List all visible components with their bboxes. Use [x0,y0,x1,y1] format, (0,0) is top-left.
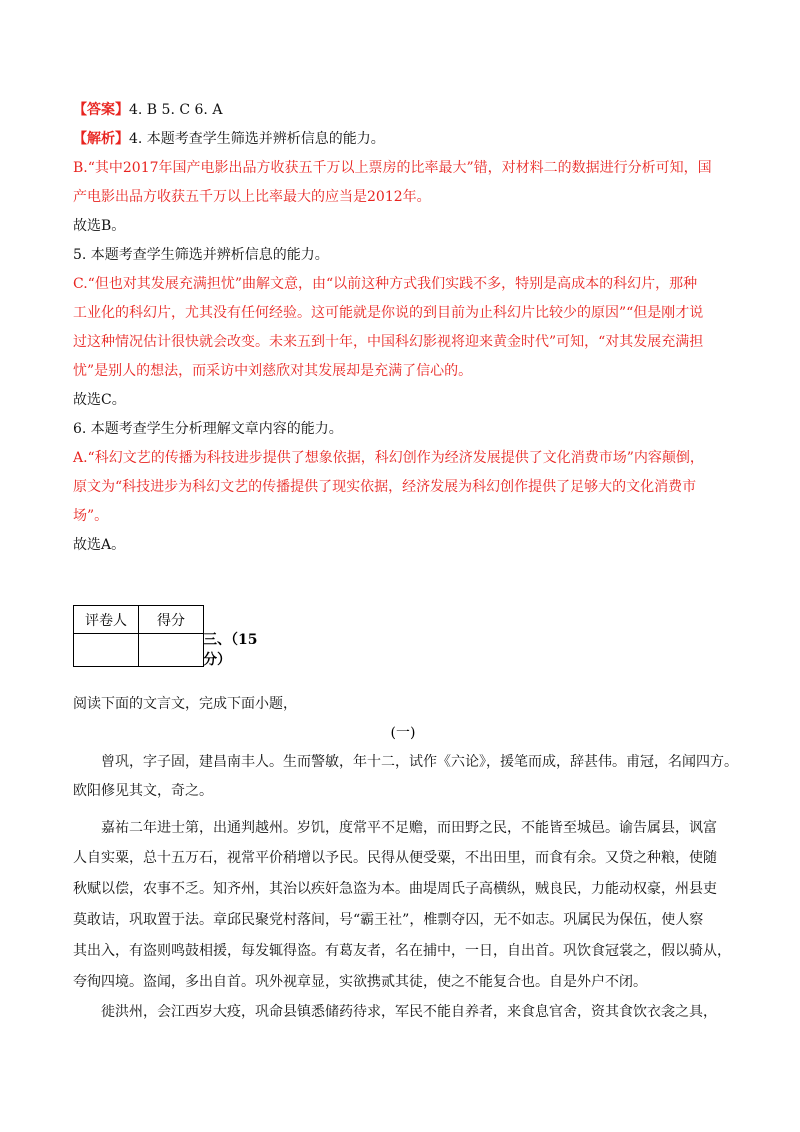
passage-line-4: 秋赋以偿，农事不乏。知齐州，其治以疾奸急盗为本。曲堤周氏子高横纵，贼良民，力能动权豪，州县吏 [73,881,717,897]
analysis-label: 【解析】 [73,131,129,147]
passage-line-5: 莫敢诘，巩取置于法。章邱民聚党村落间，号“霸王社”，椎剽夺囚，无不如志。巩属民为保伍，使人察 [73,912,704,928]
analysis-line-10: 6. 本题考查学生分析理解文章内容的能力。 [73,421,343,437]
passage-line-6: 其出入，有盗则鸣鼓相援，每发辄得盗。有葛友者，名在捕中，一日，自出首。巩饮食冠裳之，假以骑从， [73,943,731,959]
score-table-cell-grader [74,634,139,667]
answer-text: 4. B 5. C 6. A [129,102,223,118]
analysis-line-2: 产电影出品方收获五千万以上比率最大的应当是2012年。 [73,189,431,205]
analysis-line-7: 过这种情况估计很快就会改变。未来五到十年，中国科幻影视将迎来黄金时代”可知，“对其发展充满担 [73,334,704,350]
analysis-line-3: 故选B。 [73,218,126,234]
passage-line-0: 曾巩，字子固，建昌南丰人。生而警敏，年十二，试作《六论》，援笔而成，辞甚伟。甫冠，名闻四方。 [101,754,738,770]
passage-line-7: 夸徇四境。盗闻，多出自首。巩外视章显，实欲携贰其徒，使之不能复合也。自是外户不闭。 [73,974,647,990]
score-table-header-grader: 评卷人 [74,606,139,634]
section-title: 三、（15分） [203,632,258,668]
analysis-line-14: 故选A。 [73,537,126,553]
answer-line [73,100,733,120]
analysis-line-5: C.“但也对其发展充满担忧”曲解文意，由“以前这种方式我们实践不多，特别是高成本的科幻片，那种 [73,276,698,292]
analysis-line-12: 原文为“科技进步为科幻文艺的传播提供了现实依据，经济发展为科幻创作提供了足够大的文化消费市 [73,479,697,495]
analysis-line-9: 故选C。 [73,392,126,408]
analysis-text-0: 4. 本题考查学生筛选并辨析信息的能力。 [129,131,385,147]
analysis-line-4: 5. 本题考查学生筛选并辨析信息的能力。 [73,247,329,263]
passage-line-8: 徙洪州，会江西岁大疫，巩命县镇悉储药待求，军民不能自养者，来食息官舍，资其食饮衣衾之具， [101,1004,717,1020]
score-table [73,605,204,667]
analysis-line-8: 忧”是别人的想法，而采访中刘慈欣对其发展却是充满了信心的。 [73,363,473,379]
passage-line-2: 嘉祐二年进士第，出通判越州。岁饥，度常平不足赡，而田野之民，不能皆至城邑。谕告属县，讽富 [101,820,717,836]
analysis-line-0 [73,129,733,149]
answer-label: 【答案】 [73,102,129,118]
instruction-text: 阅读下面的文言文，完成下面小题， [73,696,297,712]
score-table-cell-score [139,634,204,667]
passage-title: (一) [390,725,416,741]
analysis-line-13: 场”。 [73,508,109,524]
score-table-header-score: 得分 [139,606,204,634]
passage-line-3: 人自实粟，总十五万石，视常平价稍增以予民。民得从便受粟，不出田里，而食有余。又贷之种粮，使随 [73,850,717,866]
passage-line-1: 欧阳修见其文，奇之。 [73,783,213,799]
analysis-line-6: 工业化的科幻片，尤其没有任何经验。这可能就是你说的到目前为止科幻片比较少的原因”“但是刚才说 [73,305,704,321]
analysis-line-1: B.“其中2017年国产电影出品方收获五千万以上票房的比率最大”错，对材料二的数据进行分析可知，国 [73,160,712,176]
analysis-line-11: A.“科幻文艺的传播为科技进步提供了想象依据，科幻创作为经济发展提供了文化消费市场”内容颠倒， [73,450,704,466]
